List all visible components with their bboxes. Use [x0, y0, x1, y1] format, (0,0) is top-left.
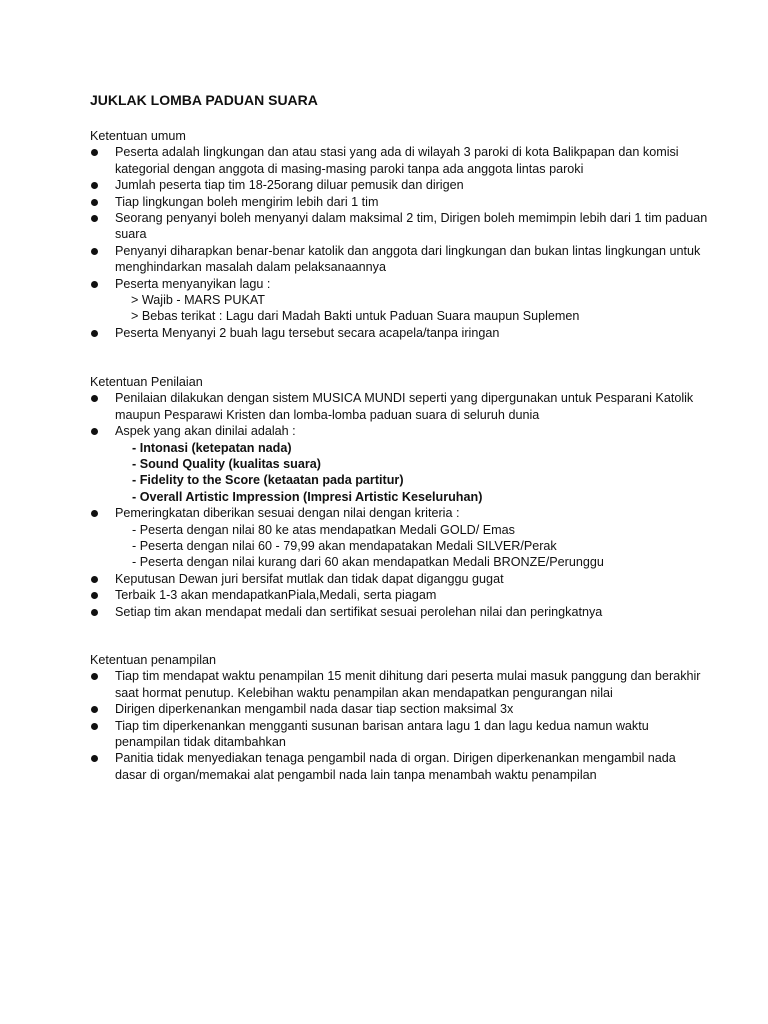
sub-item: - Peserta dengan nilai 60 - 79,99 akan mendapatakan Medali SILVER/Perak: [132, 539, 557, 554]
bullet-icon: [91, 330, 98, 337]
bullet-icon: [91, 755, 98, 762]
item-text: Dirigen diperkenankan mengambil nada dasar tiap section maksimal 3x: [115, 702, 514, 717]
section-ketentuan-penampilan: [90, 652, 710, 783]
item-text: Peserta Menyanyi 2 buah lagu tersebut secara acapela/tanpa iringan: [115, 325, 500, 340]
list-item: [90, 390, 710, 423]
list-item: [90, 505, 710, 521]
item-text: Penilaian dilakukan dengan sistem MUSICA MUNDI seperti yang dipergunakan untuk Pesparani Katolik maupun Pesparawi Kristen dan lomba-lomba paduan suara di seluruh dunia: [115, 391, 694, 422]
bullet-icon: [91, 199, 98, 206]
bullet-icon: [91, 248, 98, 255]
bullet-list: [90, 668, 710, 783]
sub-item: - Overall Artistic Impression (Impresi Artistic Keseluruhan): [132, 489, 483, 504]
list-item: [90, 177, 710, 193]
sub-item: - Intonasi (ketepatan nada): [132, 440, 292, 455]
sub-item: - Sound Quality (kualitas suara): [132, 457, 321, 472]
bullet-icon: [91, 592, 98, 599]
sub-item: > Bebas terikat : Lagu dari Madah Bakti untuk Paduan Suara maupun Suplemen: [131, 309, 580, 324]
bullet-icon: [91, 609, 98, 616]
item-text: Penyanyi diharapkan benar-benar katolik dan anggota dari lingkungan dan bukan lintas lingkungan untuk menghindarkan masalah dalam pelaksanaannya: [115, 243, 701, 275]
list-item: [90, 718, 710, 751]
section-heading: Ketentuan Penilaian: [90, 375, 203, 389]
item-text: Aspek yang akan dinilai adalah :: [115, 424, 296, 439]
bullet-icon: [91, 706, 98, 713]
section-heading: Ketentuan penampilan: [90, 653, 217, 667]
bullet-icon: [91, 428, 98, 435]
bullet-list: [90, 390, 710, 620]
bullet-icon: [91, 673, 98, 680]
bullet-icon: [91, 149, 98, 156]
list-item: [90, 194, 710, 210]
list-item: [90, 423, 710, 439]
list-item: [90, 144, 710, 177]
item-text: Setiap tim akan mendapat medali dan sertifikat sesuai perolehan nilai dan peringkatnya: [115, 604, 603, 619]
list-item: [90, 571, 710, 587]
list-item: [90, 668, 710, 701]
item-text: Tiap tim mendapat waktu penampilan 15 menit dihitung dari peserta mulai masuk panggung dan berakhir saat hormat penutup. Kelebihan waktu penampilan akan mendapatkan pengurangan nilai: [115, 669, 701, 700]
sub-item: > Wajib - MARS PUKAT: [131, 293, 266, 308]
section-heading: Ketentuan umum: [90, 129, 186, 143]
bullet-icon: [91, 510, 98, 517]
list-item: [90, 604, 710, 620]
list-item: [90, 325, 710, 341]
section-ketentuan-umum: [90, 128, 710, 341]
bullet-icon: [91, 395, 98, 402]
item-text: Peserta adalah lingkungan dan atau stasi yang ada di wilayah 3 paroki di kota Balikpapan dan komisi kategorial dengan anggota di masing-masing paroki tanpa ada anggota lintas paroki: [115, 145, 679, 176]
item-text: Peserta menyanyikan lagu :: [115, 276, 271, 291]
bullet-icon: [91, 723, 98, 730]
document-title: JUKLAK LOMBA PADUAN SUARA: [90, 92, 318, 108]
list-item: [90, 210, 710, 243]
bullet-icon: [91, 182, 98, 189]
list-item: [90, 243, 710, 276]
list-item: [90, 701, 710, 717]
item-text: Terbaik 1-3 akan mendapatkanPiala,Medali, serta piagam: [115, 588, 437, 603]
sub-item: - Fidelity to the Score (ketaatan pada partitur): [132, 473, 404, 488]
sub-item: - Peserta dengan nilai 80 ke atas mendapatkan Medali GOLD/ Emas: [132, 522, 515, 537]
item-text: Tiap lingkungan boleh mengirim lebih dari 1 tim: [115, 194, 379, 209]
bullet-icon: [91, 215, 98, 222]
bullet-icon: [91, 281, 98, 288]
item-text: Keputusan Dewan juri bersifat mutlak dan tidak dapat diganggu gugat: [115, 571, 504, 586]
section-ketentuan-penilaian: [90, 374, 710, 620]
item-text: Jumlah peserta tiap tim 18-25orang diluar pemusik dan dirigen: [115, 178, 464, 193]
item-text: Tiap tim diperkenankan mengganti susunan barisan antara lagu 1 dan lagu kedua namun waktu penampilan tidak ditambahkan: [115, 718, 649, 750]
list-item: [90, 750, 710, 783]
item-text: Pemeringkatan diberikan sesuai dengan nilai dengan kriteria :: [115, 506, 460, 521]
item-text: Panitia tidak menyediakan tenaga pengambil nada di organ. Dirigen diperkenankan mengambil nada dasar di organ/memakai alat pengambil nada lain tanpa menambah waktu penampilan: [115, 751, 676, 782]
item-text: Seorang penyanyi boleh menyanyi dalam maksimal 2 tim, Dirigen boleh memimpin lebih dari 1 tim paduan suara: [115, 211, 708, 242]
bullet-list: [90, 144, 710, 341]
list-item: [90, 276, 710, 292]
bullet-icon: [91, 576, 98, 583]
list-item: [90, 587, 710, 603]
sub-item: - Peserta dengan nilai kurang dari 60 akan mendapatkan Medali BRONZE/Perunggu: [132, 555, 604, 570]
